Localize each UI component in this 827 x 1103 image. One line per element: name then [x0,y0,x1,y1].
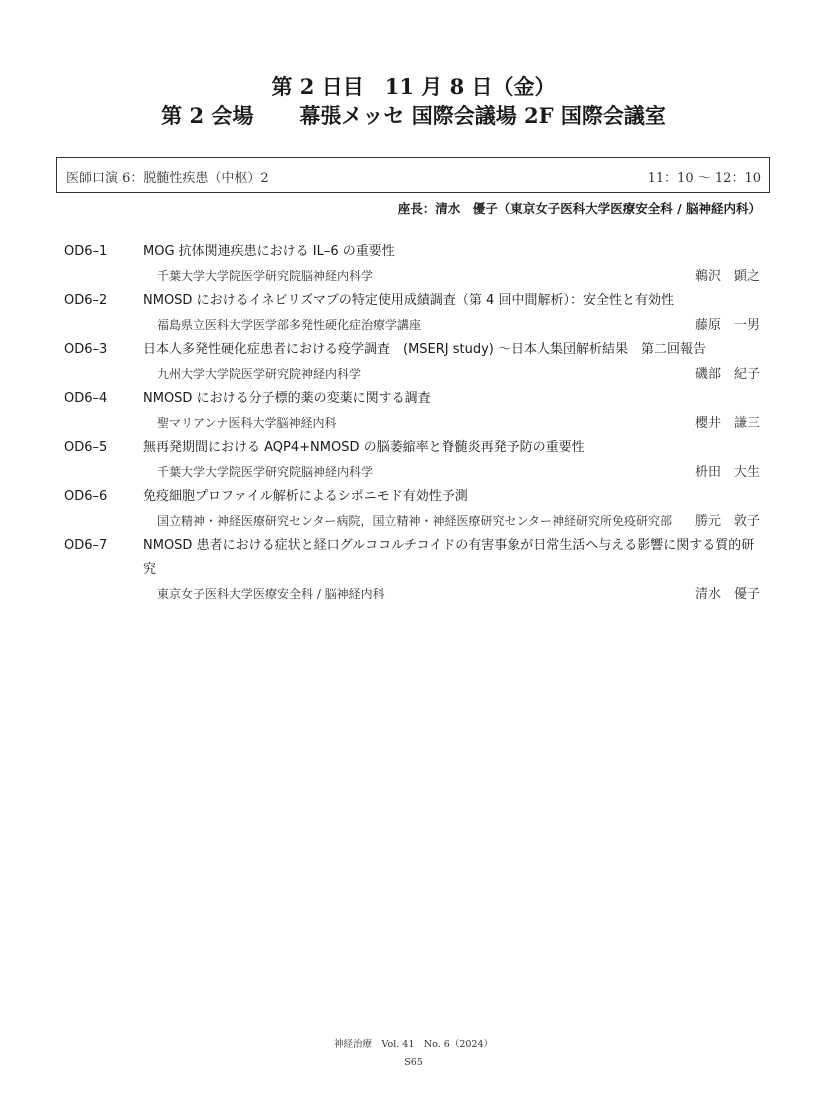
presentation-title: NMOSD における分子標的薬の変薬に関する調査 [143,391,431,406]
author: 磯部 紀子 [694,367,760,382]
presentation-title: 無再発期間における AQP4+NMOSD の脳萎縮率と脊髄炎再発予防の重要性 [143,440,585,455]
presentation-title: NMOSD 患者における症状と経口グルココルチコイドの有害事象が日常生活へ与える影響に関する質的研究 [143,538,755,577]
session-time: 11：10 〜 12：10 [647,171,761,186]
program-list [64,240,760,607]
list-item [64,338,760,387]
page-header [0,72,827,130]
affiliation: 聖マリアンナ医科大学脳神経内科 [157,416,337,430]
venue-heading [0,101,827,130]
list-item [64,387,760,436]
presentation-id: OD6–3 [64,342,108,357]
presentation-id: OD6–5 [64,440,108,455]
affiliation: 千葉大学大学院医学研究院脳神経内科学 [157,465,374,479]
session-title: 医師口演 6：脱髄性疾患（中枢）2 [66,171,269,186]
presentation-id: OD6–2 [64,293,108,308]
affiliation-row [157,509,760,534]
session-box [56,157,770,193]
affiliation-row [157,460,760,485]
presentation-title: NMOSD におけるイネビリズマブの特定使用成績調査（第 4 回中間解析）：安全性と有効性 [143,293,674,308]
list-item [64,534,760,607]
author: 枡田 大生 [694,465,760,480]
presentation-id: OD6–7 [64,538,108,553]
room-label: 第 2 会場 [161,103,254,128]
author: 藤原 一男 [694,318,760,333]
journal-citation: 神経治療 Vol. 41 No. 6（2024） [334,1039,493,1050]
presentation-id: OD6–4 [64,391,108,406]
affiliation-row [157,411,760,436]
author: 勝元 敦子 [694,514,760,529]
affiliation: 東京女子医科大学医療安全科 / 脳神経内科 [157,587,385,601]
list-item [64,240,760,289]
list-item [64,485,760,534]
presentation-id: OD6–6 [64,489,108,504]
presentation-id: OD6–1 [64,244,108,259]
affiliation-row [157,313,760,338]
day-date-heading: 第 2 日目 11 月 8 日（金） [271,74,556,99]
author: 清水 優子 [694,587,760,602]
page-footer [0,1036,827,1072]
author: 鵜沢 顕之 [694,269,760,284]
affiliation-row [157,582,760,607]
affiliation-row [157,362,760,387]
affiliation: 福島県立医科大学医学部多発性硬化症治療学講座 [157,318,422,332]
presentation-title: 免疫細胞プロファイル解析によるシポニモド有効性予測 [143,489,468,504]
session-chair: 座長：清水 優子（東京女子医科大学医療安全科 / 脳神経内科） [397,201,761,216]
affiliation-row [157,264,760,289]
author: 櫻井 謙三 [694,416,760,431]
presentation-title: MOG 抗体関連疾患における IL–6 の重要性 [143,244,395,259]
page-number: S65 [404,1057,423,1068]
list-item [64,436,760,485]
presentation-title: 日本人多発性硬化症患者における疫学調査 (MSERJ study) 〜日本人集団解析結果 第二回報告 [143,342,707,357]
affiliation: 千葉大学大学院医学研究院脳神経内科学 [157,269,374,283]
venue-label: 幕張メッセ 国際会議場 2F 国際会議室 [299,103,666,128]
list-item [64,289,760,338]
affiliation: 九州大学大学院医学研究院神経内科学 [157,367,362,381]
affiliation: 国立精神・神経医療研究センター病院，国立精神・神経医療研究センター神経研究所免疫研究部 [157,514,673,528]
